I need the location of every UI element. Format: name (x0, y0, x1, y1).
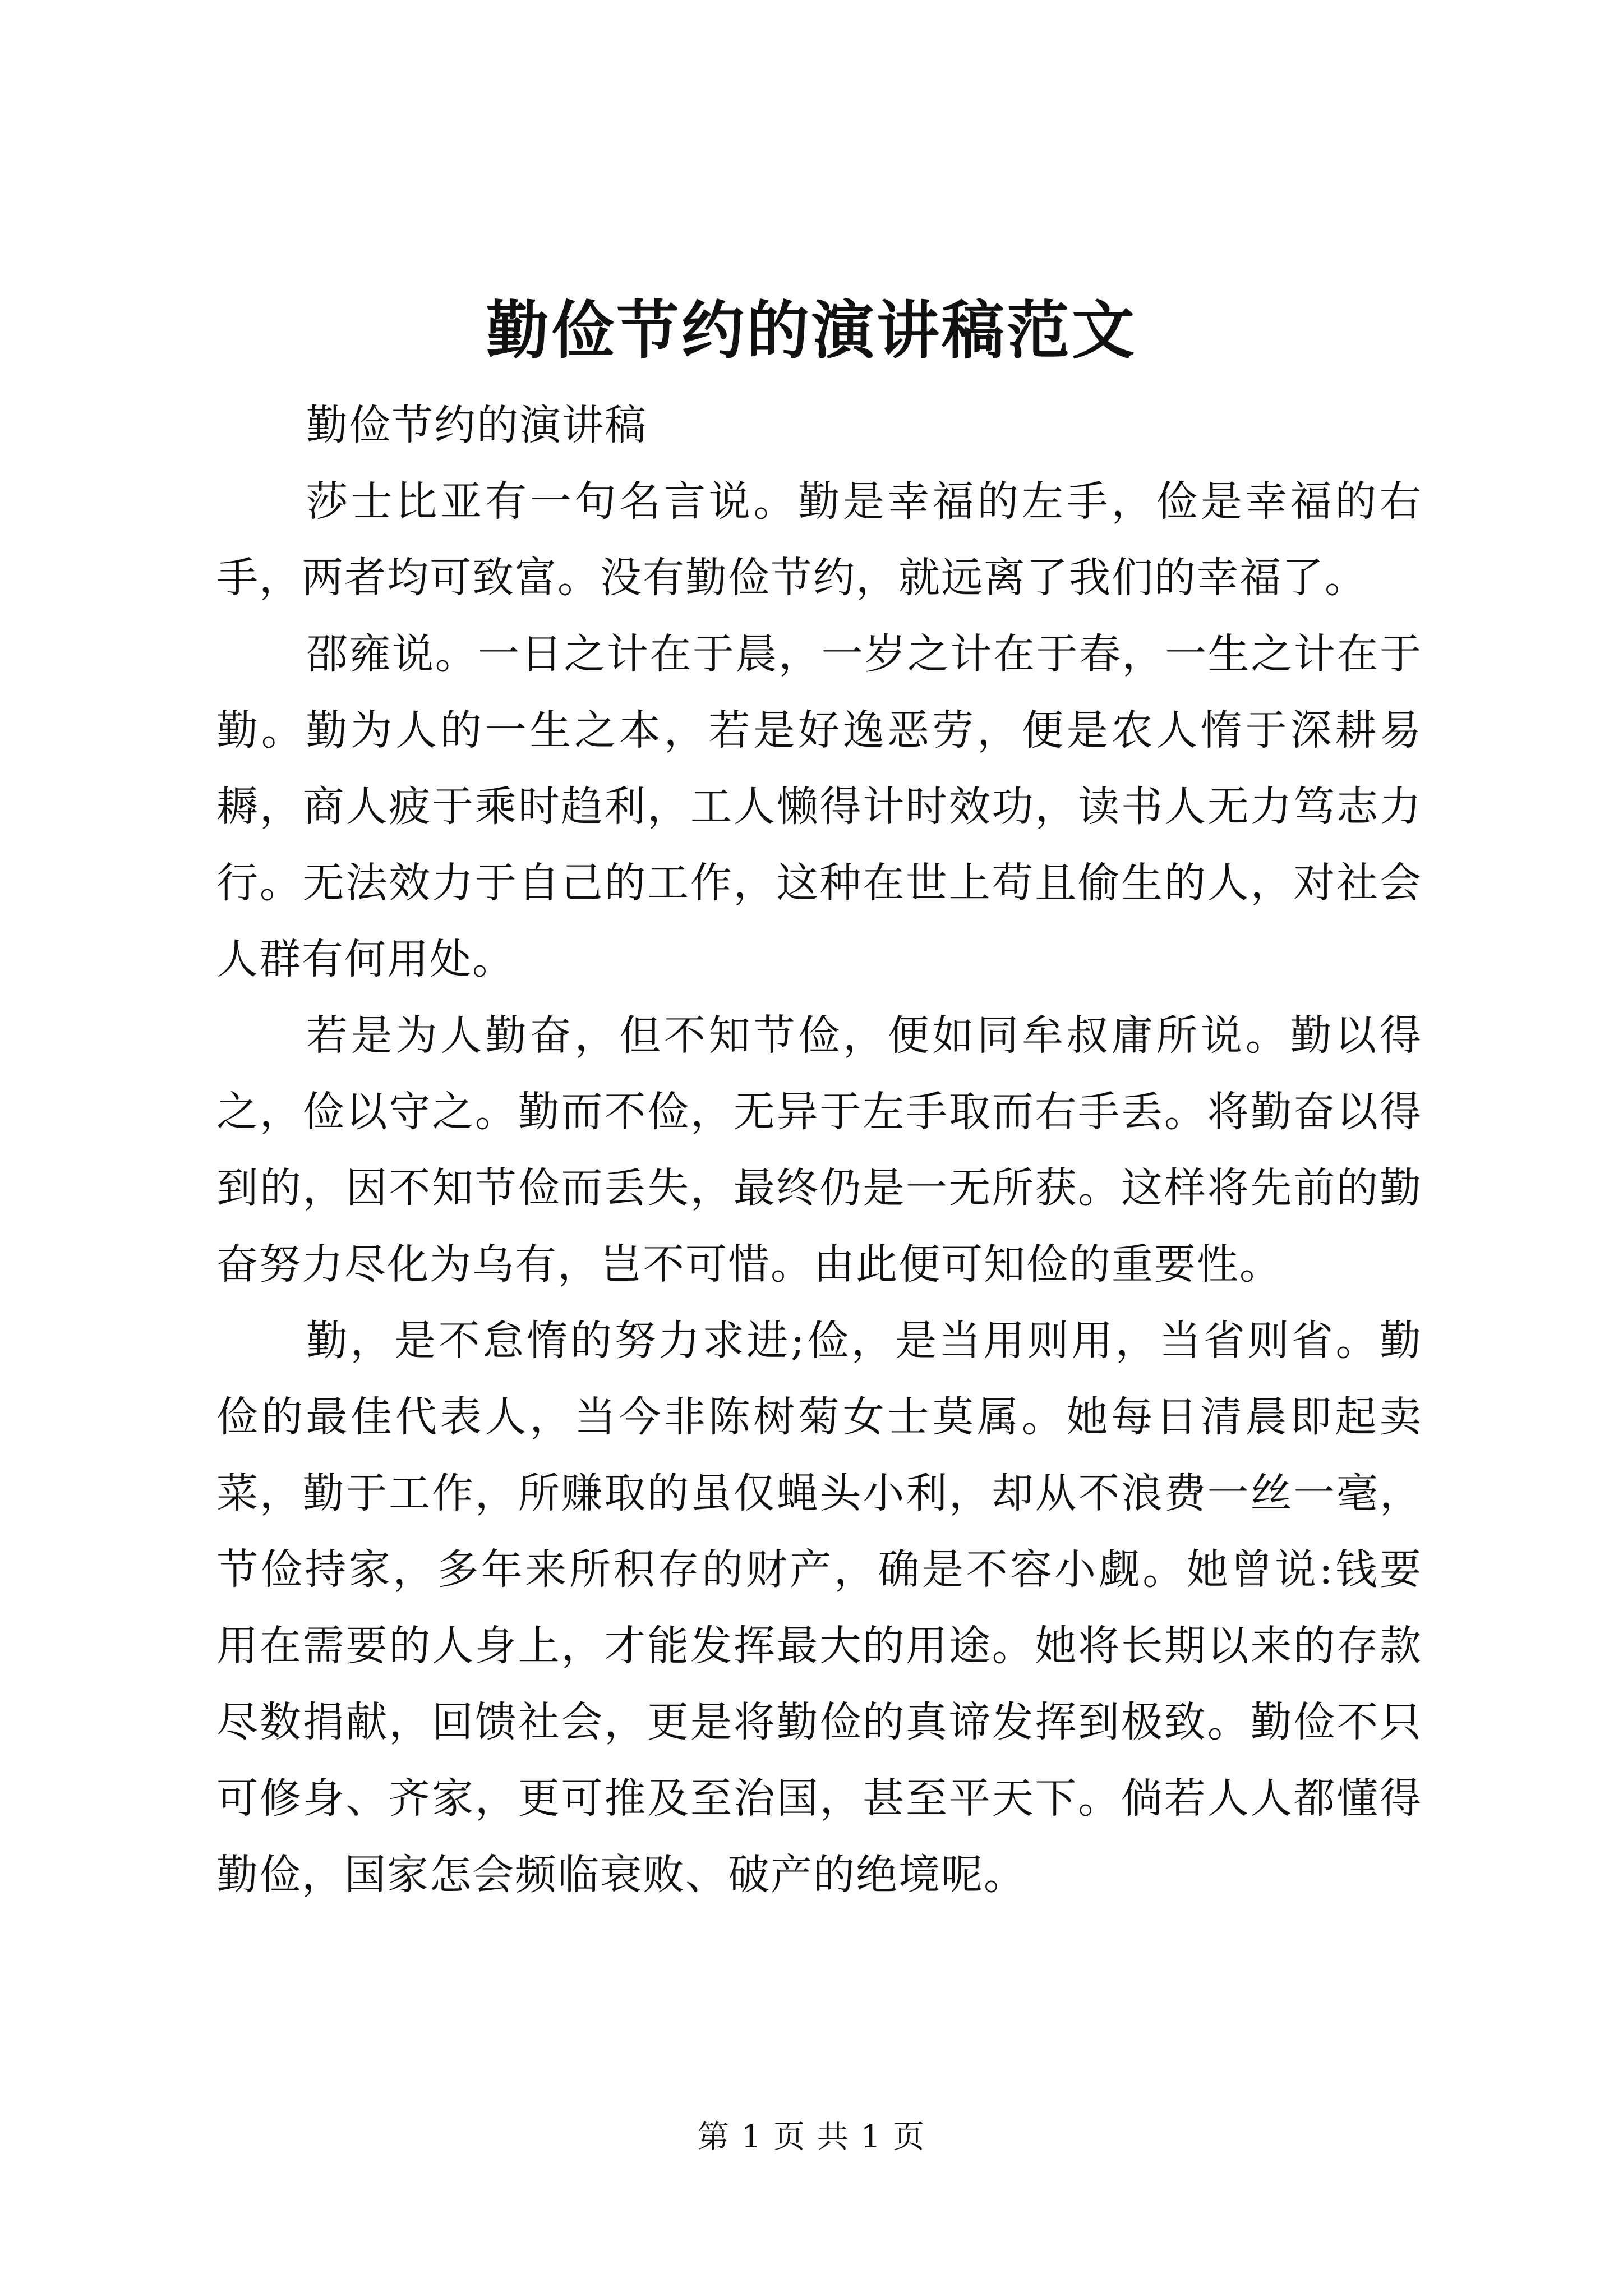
paragraph-1: 莎士比亚有一句名言说。勤是幸福的左手，俭是幸福的右手，两者均可致富。没有勤俭节约，就远离了我们的幸福了。 (216, 477, 1422, 602)
document-title: 勤俭节约的演讲稿范文 (486, 294, 1137, 367)
document-body (216, 387, 1422, 1913)
paragraph-4: 勤，是不怠惰的努力求进;俭，是当用则用，当省则省。勤俭的最佳代表人，当今非陈树菊女士莫属。她每日清晨即起卖菜，勤于工作，所赚取的虽仅蝇头小利，却从不浪费一丝一毫，节俭持家，多年来所积存的财产，确是不容小觑。她曾说:钱要用在需要的人身上，才能发挥最大的用途。她将长期以来的存款尽数捐献，回馈社会，更是将勤俭的真谛发挥到极致。勤俭不只可修身、齐家，更可推及至治国，甚至平天下。倘若人人都懂得勤俭，国家怎会频临衰败、破产的绝境呢。 (216, 1317, 1422, 1899)
paragraph-2: 邵雍说。一日之计在于晨，一岁之计在于春，一生之计在于勤。勤为人的一生之本，若是好逸恶劳，便是农人惰于深耕易耨，商人疲于乘时趋利，工人懒得计时效功，读书人无力笃志力行。无法效力于自己的工作，这种在世上苟且偷生的人，对社会人群有何用处。 (216, 630, 1422, 983)
paragraph-3: 若是为人勤奋，但不知节俭，便如同牟叔庸所说。勤以得之，俭以守之。勤而不俭，无异于左手取而右手丢。将勤奋以得到的，因不知节俭而丢失，最终仍是一无所获。这样将先前的勤奋努力尽化为乌有，岂不可惜。由此便可知俭的重要性。 (216, 1011, 1422, 1289)
page-footer: 第 1 页 共 1 页 (697, 2119, 926, 2155)
document-subtitle: 勤俭节约的演讲稿 (306, 401, 647, 449)
